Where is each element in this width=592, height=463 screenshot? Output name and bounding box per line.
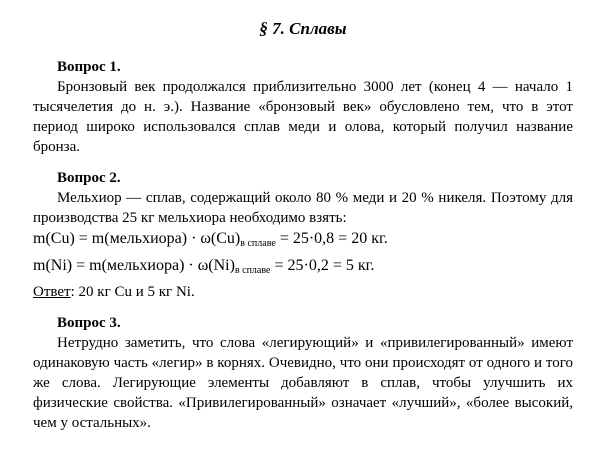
section-title: § 7. Сплавы (259, 19, 347, 38)
formula-ni-left: m(Ni) = m(мельхиора) · ω(Ni) (33, 257, 235, 274)
answer-text: : 20 кг Cu и 5 кг Ni. (70, 284, 195, 300)
answer-label: Ответ (33, 284, 71, 300)
question-3-text: Нетрудно заметить, что слова «легирующий» и «привилегированный» имеют одинаковую часть «легир» в корнях. Очевидно, что они происходят от одного и того же слова. Легирующие элементы добавляют в сплав, чтобы улучшить их физические свойства. «Привилегированный» означает «лучший», «более высокий, чем у остальных». (33, 335, 573, 431)
question-2-heading: Вопрос 2. (57, 170, 121, 186)
formula-ni-subscript: в сплаве (234, 265, 271, 276)
answer-line (33, 282, 573, 302)
document-page (33, 10, 573, 445)
formula-cu-subscript: в сплаве (240, 238, 276, 249)
question-2 (33, 169, 573, 302)
formula-ni-right: = 25·0,2 = 5 кг. (270, 257, 375, 274)
question-3 (33, 314, 573, 433)
question-2-text: Мельхиор — сплав, содержащий около 80 % меди и 20 % никеля. Поэтому для производства 25 кг мельхиора необходимо взять: (33, 190, 573, 226)
formula-cu-left: m(Cu) = m(мельхиора) · ω(Cu) (33, 230, 241, 247)
formula-cu-right: = 25·0,8 = 20 кг. (275, 230, 388, 247)
question-1 (33, 58, 573, 157)
question-1-heading: Вопрос 1. (57, 59, 121, 75)
formula-ni (33, 255, 573, 282)
formula-cu (33, 228, 573, 255)
question-1-text: Бронзовый век продолжался приблизительно 3000 лет (конец 4 — начало 1 тысячелетия до н. э.). Название «бронзовый век» обусловлено тем, что в этот период широко использовался сплав меди и олова, который получил название бронза. (33, 79, 573, 155)
question-3-heading: Вопрос 3. (57, 315, 121, 331)
